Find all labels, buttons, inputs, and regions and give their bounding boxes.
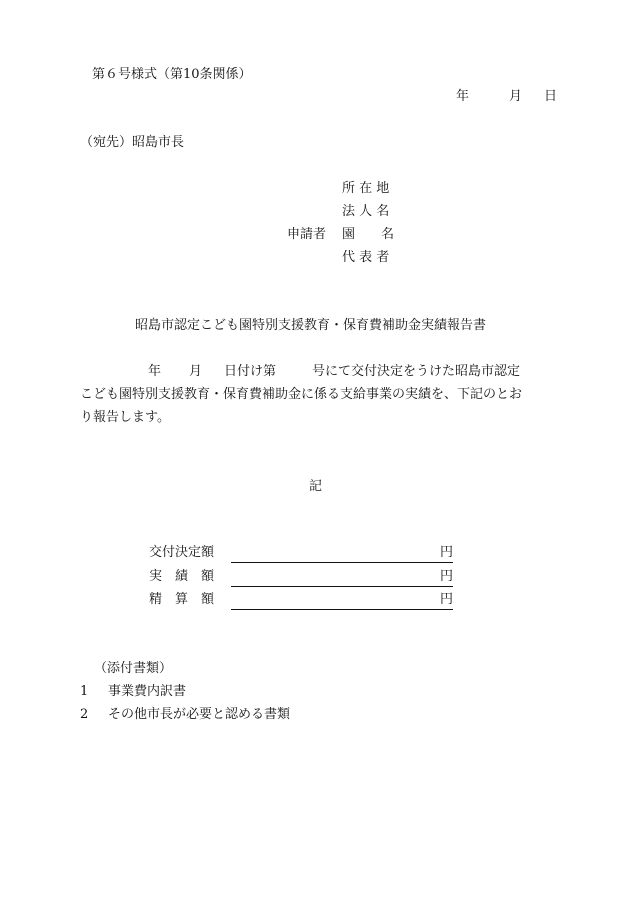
- field-corporation: 法 人 名: [342, 204, 390, 219]
- amount-line-actual: [231, 586, 453, 587]
- amount-line-grant: [231, 562, 453, 563]
- attachments-heading: （添付書類）: [94, 661, 173, 676]
- addressee: （宛先）昭島市長: [80, 135, 185, 150]
- amount-unit-settlement: 円: [440, 592, 454, 607]
- body-line-3: り報告します。: [80, 410, 170, 425]
- body-date-ref: 日付け第: [224, 364, 277, 379]
- attachment-num-1: 1: [80, 684, 89, 699]
- field-address: 所 在 地: [342, 181, 390, 196]
- date-year: 年: [456, 89, 470, 104]
- field-representative: 代 表 者: [342, 250, 390, 265]
- date-line: [456, 89, 557, 105]
- ki-mark: 記: [309, 479, 323, 494]
- attachment-text-2: その他市長が必要と認める書類: [108, 707, 291, 722]
- amount-label-settlement: 精 算 額: [149, 592, 215, 607]
- field-school: 園 名: [342, 227, 395, 242]
- date-day: 日: [544, 89, 558, 104]
- amount-unit-actual: 円: [440, 569, 454, 584]
- body-line-1: [148, 364, 520, 380]
- body-month: 月: [189, 364, 203, 379]
- applicant-label: 申請者: [287, 227, 327, 242]
- body-line-2: こども園特別支援教育・保育費補助金に係る支給事業の実績を、下記のとお: [80, 387, 523, 402]
- amount-label-actual: 実 績 額: [149, 569, 215, 584]
- document-title: 昭島市認定こども園特別支援教育・保育費補助金実績報告書: [135, 318, 487, 333]
- body-text-1: 号にて交付決定をうけた昭島市認定: [312, 364, 521, 379]
- form-label: 第６号様式（第10条関係）: [92, 67, 252, 82]
- attachment-num-2: 2: [80, 707, 89, 722]
- date-month: 月: [509, 89, 523, 104]
- amount-label-grant: 交付決定額: [149, 545, 215, 560]
- attachment-text-1: 事業費内訳書: [108, 684, 187, 699]
- amount-unit-grant: 円: [440, 545, 454, 560]
- amount-line-settlement: [231, 609, 453, 610]
- body-year: 年: [148, 364, 162, 379]
